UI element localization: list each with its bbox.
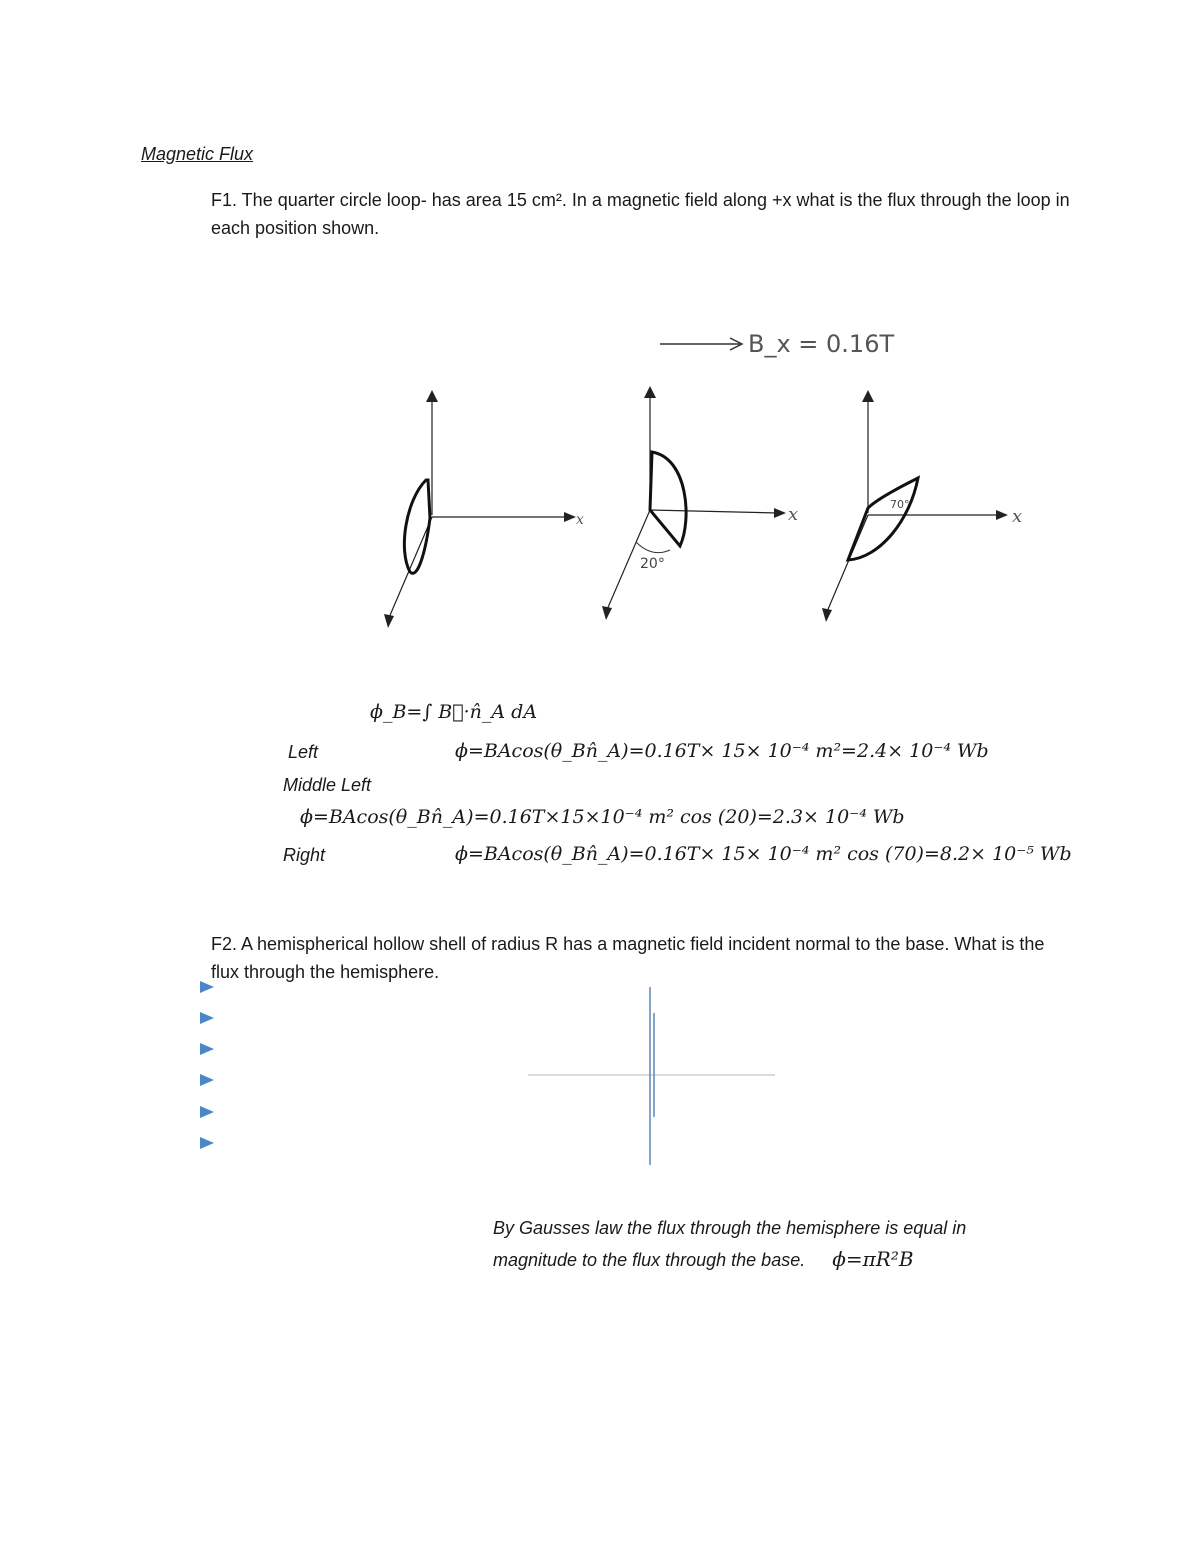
middle-angle-label: 20° [640, 556, 665, 572]
loop-diagram [370, 310, 1070, 640]
arrow-head [426, 390, 438, 402]
middle-formula: ϕ=BAcos(θ_Bn̂_A)=0.16T×15×10⁻⁴ m² cos (20)=2.3× 10⁻⁴ Wb [300, 806, 905, 828]
middle-label: Middle Left [283, 775, 372, 795]
hemisphere-diagram [520, 985, 785, 1167]
answer-text: By Gausses law the flux through the hemisphere is equal in magnitude to the flux through the base. [493, 1218, 967, 1270]
bullet-arrow-icon [198, 1011, 216, 1025]
axis-x-label: x [788, 504, 799, 525]
general-flux-formula: ϕ_B=∫ B⃗·n̂_A dA [370, 701, 538, 723]
page-title: Magnetic Flux [141, 144, 254, 164]
bullet-arrow-icon [198, 1105, 216, 1119]
right-axes [826, 398, 1000, 614]
question-f2: F2. A hemispherical hollow shell of radius R has a magnetic field incident normal to the base. What is the flux through the hemisphere. [211, 934, 1045, 982]
left-loop [404, 480, 430, 573]
left-axes [388, 400, 565, 620]
field-arrow [660, 338, 742, 350]
bullet-arrow-icon [198, 980, 216, 994]
middle-axes [606, 394, 778, 612]
right-formula: ϕ=BAcos(θ_Bn̂_A)=0.16T× 15× 10⁻⁴ m² cos (70)=8.2× 10⁻⁵ Wb [455, 843, 1072, 865]
f2-answer [493, 1213, 1053, 1276]
left-formula: ϕ=BAcos(θ_Bn̂_A)=0.16T× 15× 10⁻⁴ m²=2.4× 10⁻⁴ Wb [455, 740, 989, 762]
bullet-arrow-icon [198, 1073, 216, 1087]
left-label: Left [288, 742, 319, 762]
right-label: Right [283, 845, 326, 865]
arrow-head [384, 614, 394, 628]
arrow-head [644, 386, 656, 398]
arrow-head [564, 512, 576, 522]
right-loop [848, 478, 918, 560]
question-f1: F1. The quarter circle loop- has area 15 cm². In a magnetic field along +x what is the flux through the loop in each position shown. [211, 190, 1070, 238]
arrow-head [822, 608, 832, 622]
field-label: B_x = 0.16T [748, 330, 895, 358]
bullet-arrow-icon [198, 1042, 216, 1056]
middle-angle-arc [636, 542, 670, 553]
axis-x-label: x [576, 512, 584, 528]
arrow-head [996, 510, 1008, 520]
arrow-head [602, 606, 612, 620]
middle-loop [650, 452, 686, 546]
axis-x-label: x [1012, 506, 1023, 527]
answer-formula: ϕ=πR²B [832, 1247, 914, 1271]
right-angle-label: 70° [890, 498, 910, 511]
bullet-arrow-icon [198, 1136, 216, 1150]
arrow-head [774, 508, 786, 518]
arrow-head [862, 390, 874, 402]
